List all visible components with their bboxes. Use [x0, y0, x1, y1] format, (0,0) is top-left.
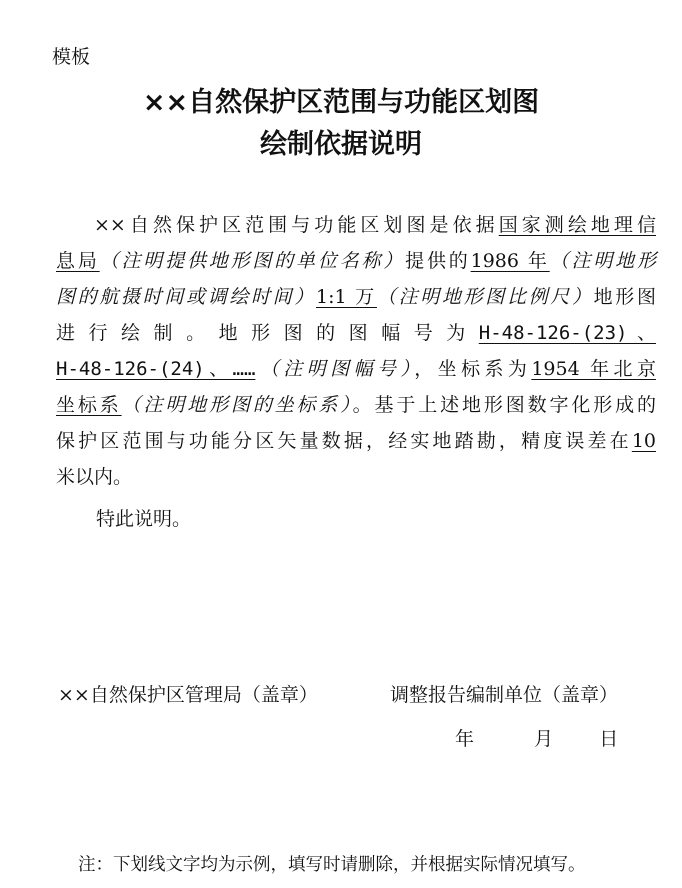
body-line-8: [56, 462, 656, 492]
italic-hint: （注明地形图的坐标系）: [121, 394, 353, 416]
text: ××自然保护区范围与功能区划图是依据: [94, 214, 499, 236]
document-title-line1: ××自然保护区范围与功能区划图: [142, 87, 540, 118]
text: 提供的: [405, 250, 471, 272]
underlined-example: 坐标系: [56, 394, 122, 416]
text: 。基于上述地形图数字化形成的: [352, 394, 656, 416]
body-line-6: [56, 390, 656, 420]
body-line-7: [56, 426, 656, 456]
signature-reserve-bureau: ××自然保护区管理局（盖章）: [58, 684, 318, 706]
signature-date: [455, 724, 618, 751]
italic-hint: （注明图幅号）: [255, 358, 415, 380]
date-day: 日: [599, 728, 619, 750]
italic-hint: （注明地形图比例尺）: [376, 286, 594, 308]
underlined-example: 10: [631, 430, 656, 452]
body-line-3: [56, 282, 656, 312]
text: 米以内。: [56, 466, 133, 488]
body-line-5: [56, 354, 656, 384]
text: 保护区范围与功能分区矢量数据，经实地踏勘，精度误差在: [56, 430, 632, 452]
italic-hint: （注明地形: [549, 250, 656, 272]
underlined-example: 1986 年: [470, 250, 550, 272]
body-line-2: [56, 246, 656, 276]
body-line-4: [56, 318, 656, 348]
body-paragraph: [56, 210, 656, 534]
text: ，坐标系为: [414, 358, 532, 380]
closing-line: [56, 504, 656, 534]
footnote: 注：下划线文字均为示例，填写时请删除，并根据实际情况填写。: [78, 855, 586, 875]
italic-hint: （注明提供地形图的单位名称）: [99, 250, 406, 272]
text: 地形图: [593, 286, 656, 308]
underlined-example: 息局: [56, 250, 100, 272]
text: 进行绘制。地形图的图幅号为: [56, 322, 479, 344]
underlined-example: 1:1 万: [316, 286, 377, 308]
signature-report-unit: 调整报告编制单位（盖章）: [390, 684, 619, 706]
closing-text: 特此说明。: [96, 508, 192, 530]
date-month: 月: [534, 728, 554, 750]
body-line-1: [56, 210, 656, 240]
underlined-example: 1954 年北京: [531, 358, 656, 380]
template-label: 模板: [52, 46, 91, 68]
underlined-example: 国家测绘地理信: [498, 214, 656, 236]
italic-hint: 图的航摄时间或调绘时间）: [56, 286, 316, 308]
document-title-line2: 绘制依据说明: [260, 129, 422, 160]
date-year: 年: [455, 728, 475, 750]
underlined-example: H-48-126-(23)、: [478, 322, 656, 344]
underlined-example: H-48-126-(24)、……: [56, 358, 256, 380]
